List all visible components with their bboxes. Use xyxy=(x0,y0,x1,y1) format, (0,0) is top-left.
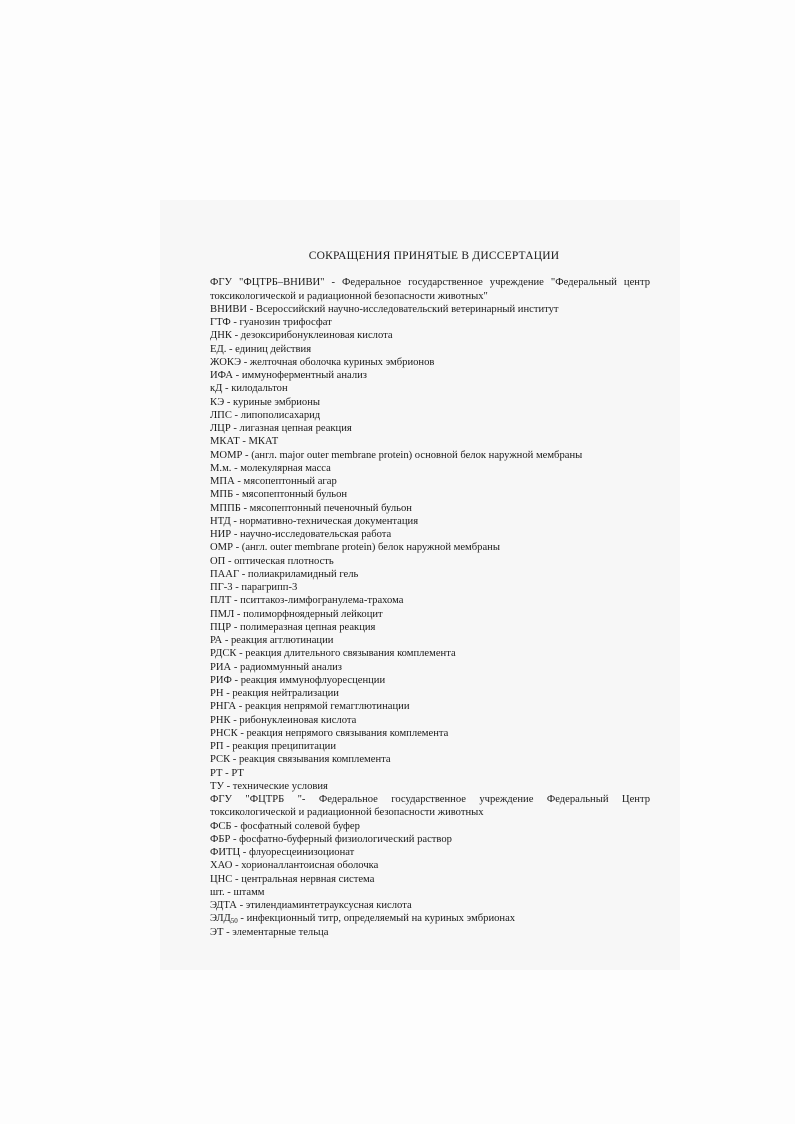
list-item: ПААГ - полиакриламидный гель xyxy=(210,568,359,580)
abbreviations-list xyxy=(210,250,650,939)
list-item: ФГУ "ФЦТРБ–ВНИВИ" - Федеральное государственное учреждение "Федеральный центр токсикологической и радиационной безопасности животных" xyxy=(210,277,650,302)
list-item: ВНИВИ - Всероссийский научно-исследовательский ветеринарный институт xyxy=(210,303,559,315)
list-item: РА - реакция агглютинации xyxy=(210,635,334,646)
list-item: М.м. - молекулярная масса xyxy=(210,462,331,474)
list-item: ПМЛ - полиморфноядерный лейкоцит xyxy=(210,608,383,620)
list-item: МОМР - (англ. major outer membrane protein) основной белок наружной мембраны xyxy=(210,449,583,461)
list-item: КЭ - куриные эмбрионы xyxy=(210,396,321,408)
list-item: ГТФ - гуанозин трифосфат xyxy=(210,317,332,328)
list-item: НИР - научно-исследовательская работа xyxy=(210,529,392,540)
list-item: ФГУ "ФЦТРБ "- Федеральное государственное учреждение Федеральный Центр токсикологической и радиационной безопасности животных xyxy=(210,794,650,819)
list-item: РСК - реакция связывания комплемента xyxy=(210,754,391,766)
page-title: СОКРАЩЕНИЯ ПРИНЯТЫЕ В ДИССЕРТАЦИИ xyxy=(308,250,560,262)
list-item: ХАО - хорионаллантоисная оболочка xyxy=(210,860,379,872)
list-item: РНСК - реакция непрямого связывания комплемента xyxy=(210,727,449,739)
list-item: МПА - мясопептонный агар xyxy=(210,476,337,487)
list-item: ТУ - технические условия xyxy=(210,780,328,792)
list-item: МПБ - мясопептонный бульон xyxy=(210,489,348,501)
list-item: ЦНС - центральная нервная система xyxy=(210,873,375,885)
list-item: РП - реакция преципитации xyxy=(210,741,337,752)
list-item: РТ - РТ xyxy=(210,767,244,779)
list-item: ПЛТ - пситтакоз-лимфогранулема-трахома xyxy=(210,595,404,607)
list-item: НТД - нормативно-техническая документация xyxy=(210,515,419,527)
list-item: ФБР - фосфатно-буферный физиологический раствор xyxy=(210,833,452,845)
list-item: шт. - штамм xyxy=(210,886,265,898)
list-item: кД - килодальтон xyxy=(210,383,288,395)
eld-subscript: 50 xyxy=(230,917,238,926)
list-item: ПЦР - полимеразная цепная реакция xyxy=(210,621,376,633)
list-item: ФСБ - фосфатный солевой буфер xyxy=(210,820,360,832)
eld-text: - инфекционный титр, определяемый на куриных эмбрионах xyxy=(237,913,516,925)
list-item: РНК - рибонуклеиновая кислота xyxy=(210,714,357,726)
list-item: МКАТ - МКАТ xyxy=(210,436,279,448)
eld-abbr: ЭЛД xyxy=(210,913,231,925)
list-item-eld50 xyxy=(210,912,650,925)
list-item: РН - реакция нейтрализации xyxy=(210,688,339,699)
list-item: ЭТ - элементарные тельца xyxy=(210,926,329,938)
list-item: ПГ-3 - парагрипп-3 xyxy=(210,582,298,593)
list-item: МППБ - мясопептонный печеночный бульон xyxy=(210,502,412,514)
list-item: ДНК - дезоксирибонуклеиновая кислота xyxy=(210,330,393,342)
list-item: ОМР - (англ. outer membrane protein) белок наружной мембраны xyxy=(210,542,500,554)
list-item: РИФ - реакция иммунофлуоресценции xyxy=(210,674,386,686)
list-item: РИА - радиоммунный анализ xyxy=(210,661,342,673)
list-item: ЖОКЭ - желточная оболочка куриных эмбрионов xyxy=(210,356,435,368)
list-item: ИФА - иммуноферментный анализ xyxy=(210,370,367,381)
list-item: ЕД. - единиц действия xyxy=(210,343,312,355)
list-item: ОП - оптическая плотность xyxy=(210,555,334,567)
list-item: ЭДТА - этилендиаминтетрауксусная кислота xyxy=(210,900,412,911)
list-item: ЛПС - липополисахарид xyxy=(210,409,321,421)
list-item: ЛЦР - лигазная цепная реакция xyxy=(210,423,352,434)
list-item: ФИТЦ - флуоресцеинизоционат xyxy=(210,847,355,858)
list-item: РДСК - реакция длительного связывания комплемента xyxy=(210,648,456,660)
list-item: РНГА - реакция непрямой гемагглютинации xyxy=(210,701,410,713)
